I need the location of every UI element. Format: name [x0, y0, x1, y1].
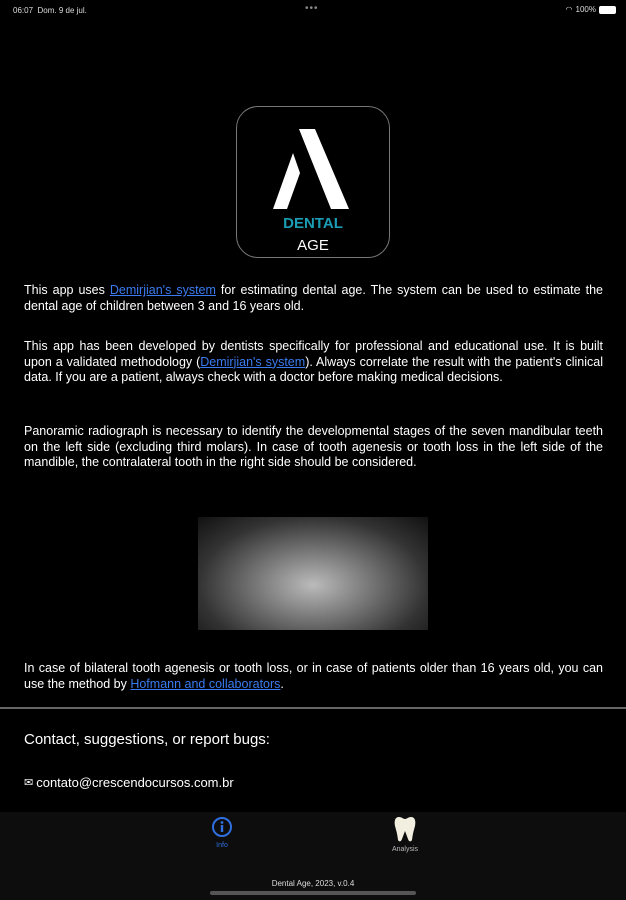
- app-logo: [236, 106, 390, 258]
- demirjian-link[interactable]: Demirjian's system: [109, 283, 216, 297]
- battery-icon: [599, 6, 616, 14]
- panoramic-radiograph-image: [198, 517, 428, 630]
- logo-age-text: AGE: [297, 237, 329, 254]
- status-right: ◠ 100%: [566, 5, 616, 14]
- bilateral-paragraph: In case of bilateral tooth agenesis or tooth loss, or in case of patients older than 16 years old, you can use the method by Hofmann and collaborators.: [24, 661, 603, 691]
- divider: [0, 707, 626, 709]
- logo-dental-text: DENTAL: [283, 215, 343, 232]
- tab-analysis[interactable]: Analysis: [375, 816, 435, 853]
- tooth-icon: [393, 816, 417, 842]
- info-icon: [211, 816, 233, 838]
- version-footer: Dental Age, 2023, v.0.4: [271, 879, 355, 888]
- wifi-icon: ◠: [565, 5, 573, 14]
- radiograph-paragraph: Panoramic radiograph is necessary to identify the developmental stages of the seven mandibular teeth on the left side (excluding third molars). In case of tooth agenesis or tooth loss in the left side of the mandible, the contralateral tooth in the right side should be considered.: [24, 424, 603, 469]
- development-paragraph: This app has been developed by dentists specifically for professional and educational use. It is built upon a validated methodology (Demirjian's system). Always correlate the result with the patient's clinical data. If you are a patient, always check with a doctor before making medical decisions.: [24, 339, 603, 384]
- logo-a-icon: [273, 129, 355, 209]
- demirjian-link-2[interactable]: Demirjian's system: [200, 354, 306, 369]
- multitasking-dots[interactable]: •••: [305, 3, 319, 14]
- email-link[interactable]: ✉ contato@crescendocursos.com.br: [24, 775, 234, 790]
- intro-paragraph: This app uses Demirjian's system for estimating dental age. The system can be used to estimate the dental age of children between 3 and 16 years old.: [24, 283, 603, 313]
- status-bar: [0, 0, 626, 20]
- contact-heading: Contact, suggestions, or report bugs:: [24, 731, 270, 748]
- home-indicator[interactable]: [210, 891, 416, 895]
- tab-info[interactable]: Info: [192, 816, 252, 849]
- hofmann-link[interactable]: Hofmann and collaborators: [130, 676, 281, 691]
- status-time-date: 06:07 Dom. 9 de jul.: [13, 6, 87, 15]
- tab-bar: [0, 812, 626, 900]
- mail-icon: ✉: [24, 777, 34, 789]
